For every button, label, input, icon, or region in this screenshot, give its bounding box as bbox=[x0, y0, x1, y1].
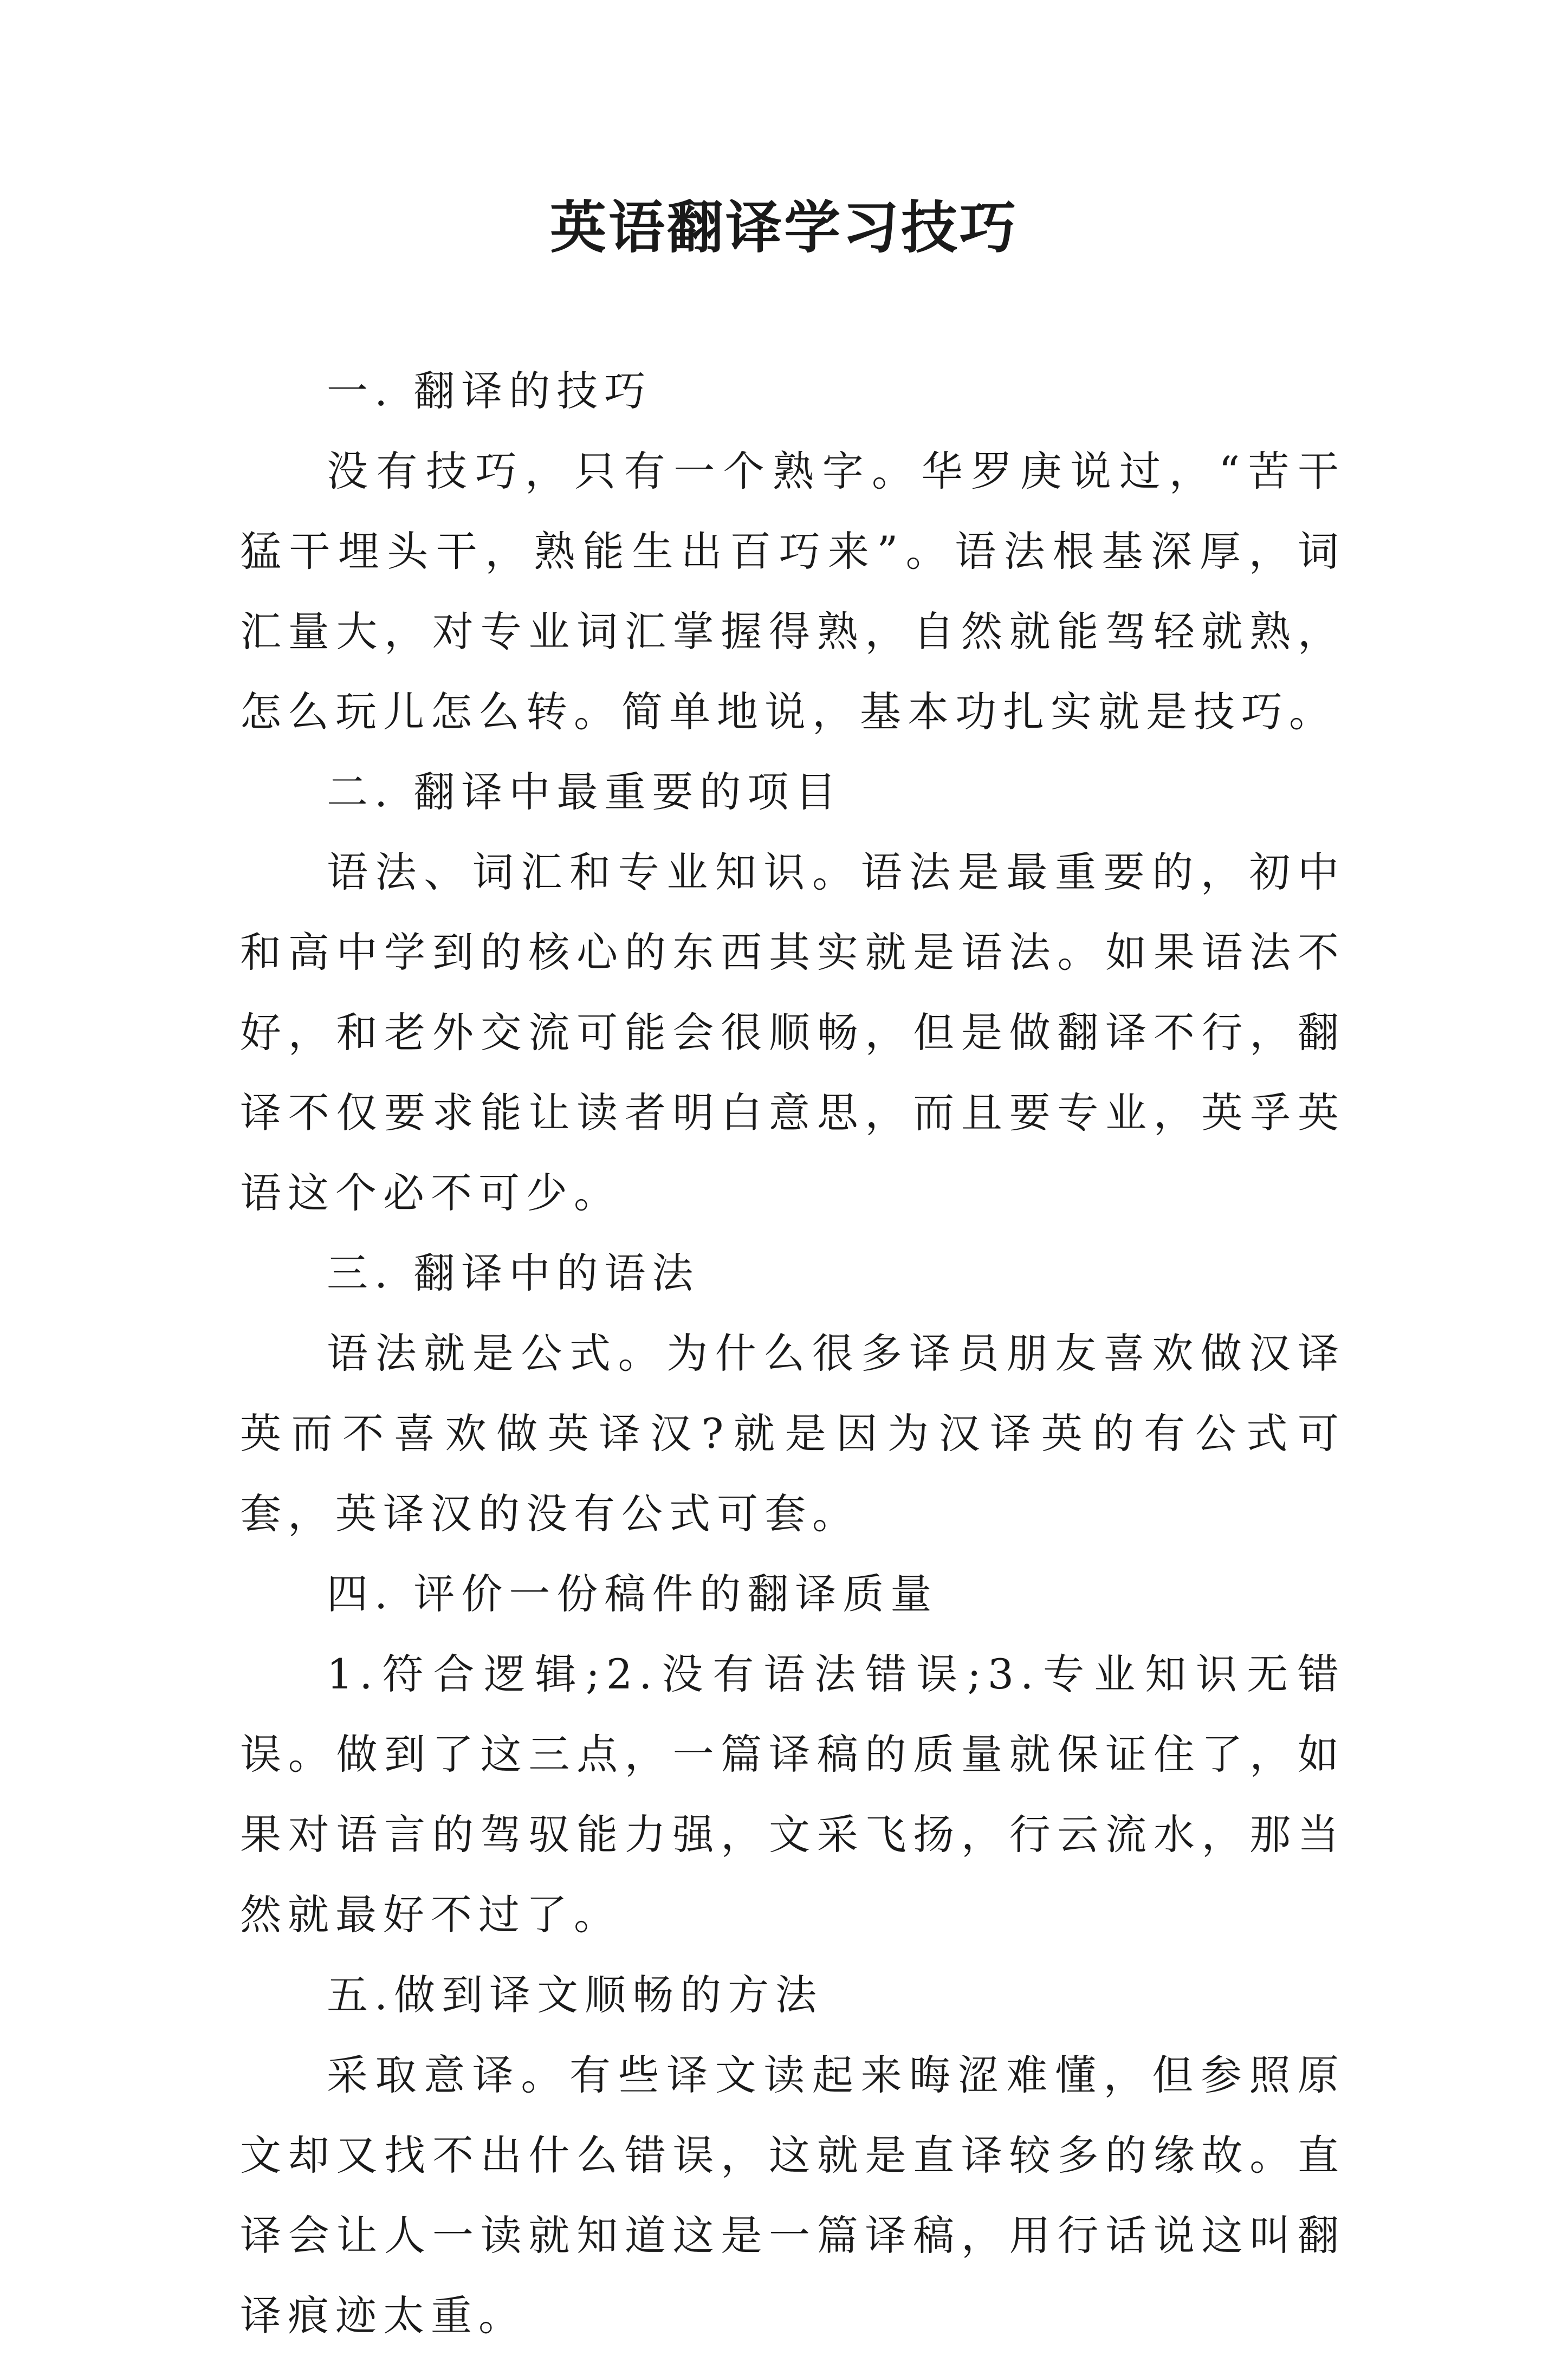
section-paragraph-1: 没有技巧，只有一个熟字。华罗庚说过，“苦干猛干埋头干，熟能生出百巧来”。语法根基深厚，词汇量大，对专业词汇掌握得熟，自然就能驾轻就熟，怎么玩儿怎么转。简单地说，基本功扎实就是技巧。 bbox=[240, 447, 1345, 736]
section-paragraph-5: 采取意译。有些译文读起来晦涩难懂，但参照原文却又找不出什么错误，这就是直译较多的缘故。直译会让人一读就知道这是一篇译稿，用行话说这叫翻译痕迹太重。 bbox=[240, 2051, 1345, 2340]
section-paragraph-4: 1.符合逻辑;2.没有语法错误;3.专业知识无错误。做到了这三点，一篇译稿的质量就保证住了，如果对语言的驾驭能力强，文采飞扬，行云流水，那当然就最好不过了。 bbox=[240, 1650, 1345, 1939]
section-paragraph-3: 语法就是公式。为什么很多译员朋友喜欢做汉译英而不喜欢做英译汉?就是因为汉译英的有公式可套，英译汉的没有公式可套。 bbox=[240, 1329, 1345, 1538]
section-heading-3: 三. 翻译中的语法 bbox=[327, 1249, 700, 1297]
section-heading-5: 五.做到译文顺畅的方法 bbox=[327, 1971, 824, 2019]
section-heading-1: 一. 翻译的技巧 bbox=[327, 367, 652, 415]
document-body bbox=[240, 351, 1345, 2356]
section-heading-4: 四. 评价一份稿件的翻译质量 bbox=[327, 1570, 938, 1618]
document-title: 英语翻译学习技巧 bbox=[549, 195, 1018, 261]
section-heading-2: 二. 翻译中最重要的项目 bbox=[327, 768, 843, 816]
section-paragraph-2: 语法、词汇和专业知识。语法是最重要的，初中和高中学到的核心的东西其实就是语法。如果语法不好，和老外交流可能会很顺畅，但是做翻译不行，翻译不仅要求能让读者明白意思，而且要专业，英孚英语这个必不可少。 bbox=[240, 848, 1345, 1217]
